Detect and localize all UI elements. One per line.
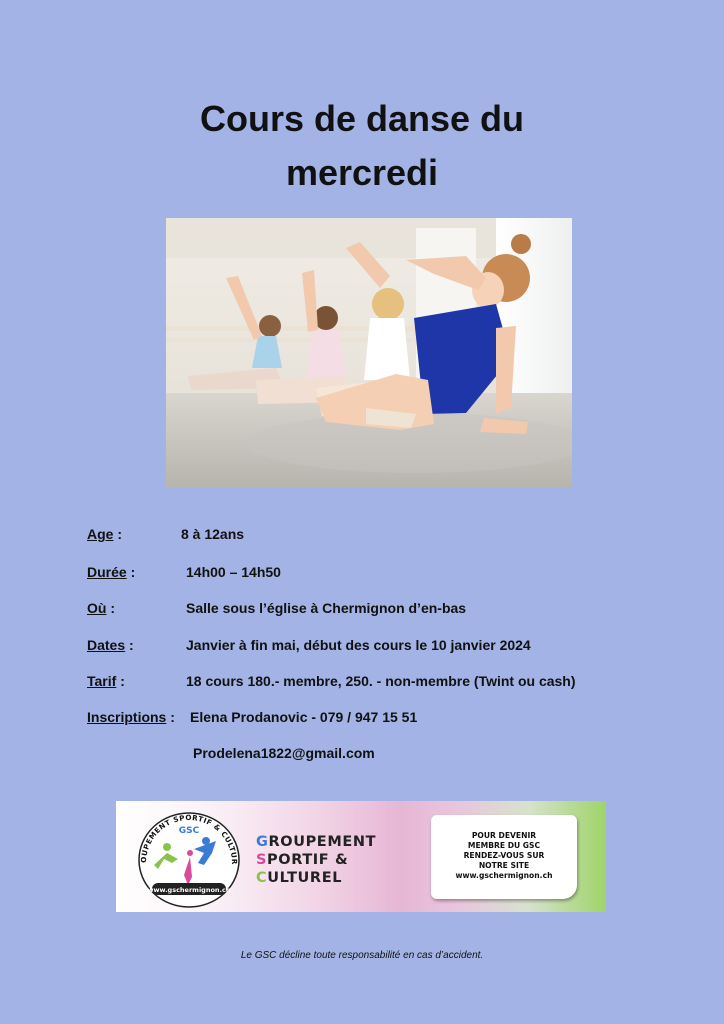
tarif-label: Tarif [87,673,117,689]
tarif-value: 18 cours 180.- membre, 250. - non-membre (Twint ou cash) [186,673,576,689]
duree-label: Durée [87,564,127,580]
flyer-page: Cours de danse du mercredi Age : 8 à 12ans Durée : 14h00 – 14h50 Où : Salle sous l’église à Chermignon d’en-bas Dates : Janvier à fin mai, début des cours le 10 janvier 2024 Tarif : 18 cours 180.- membre, 250. - non-membre (Twint ou cash) Inscriptions : Elena Prodanovic - 079 / 947 15 51 Prodelena1822@gmail.com OUPEMENT SPORTIF & CULTUR GSC www.gschermignon.ch GROUPEMENT SPORTIF & CULTUREL POUR DEVENIR MEMBRE DU GSC RENDEZ-VOUS SUR NOTRE SITE www.gschermignon.ch Le GSC décline toute responsabilité en cas d’accident. [0,0,724,1024]
title-line-1: Cours de danse du [199,98,525,139]
page-title [0,92,724,200]
gsc-logo [134,805,244,909]
disclaimer: Le GSC décline toute responsabilité en cas d’accident. [240,950,484,961]
logo-url-text: www.gschermignon.ch [147,886,231,894]
gsc-banner [116,801,606,912]
contact-email: Prodelena1822@gmail.com [193,745,375,761]
membership-card: POUR DEVENIR MEMBRE DU GSC RENDEZ-VOUS SUR NOTRE SITE www.gschermignon.ch [431,815,577,899]
logo-center-text: GSC [178,826,200,836]
title-line-2: mercredi [285,152,439,193]
ballet-children-photo [166,218,572,488]
ou-value: Salle sous l’église à Chermignon d’en-bas [186,600,467,616]
website-link[interactable]: www.gschermignon.ch [455,871,553,880]
ou-label: Où [87,600,107,616]
dates-label: Dates [87,637,126,653]
age-value: 8 à 12ans [181,526,245,542]
gsc-name: GROUPEMENT SPORTIF & CULTUREL [256,834,377,886]
age-label: Age [87,526,114,542]
inscriptions-label: Inscriptions [87,709,167,725]
dates-value: Janvier à fin mai, début des cours le 10 janvier 2024 [186,637,531,653]
logo-arc-text: OUPEMENT SPORTIF & CULTUR [138,812,240,865]
duree-value: 14h00 – 14h50 [186,564,281,580]
inscriptions-contact: Elena Prodanovic - 079 / 947 15 51 [190,709,418,725]
